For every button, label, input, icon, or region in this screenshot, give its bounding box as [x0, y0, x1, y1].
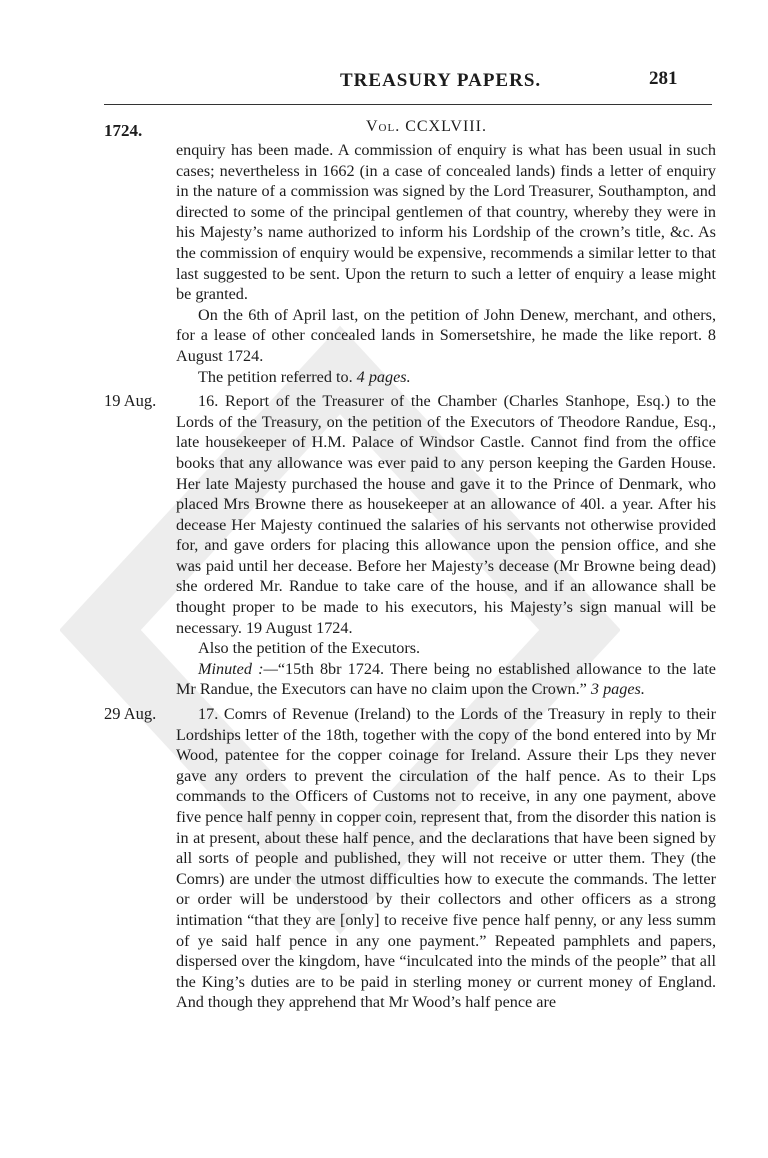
paragraph — [104, 305, 716, 367]
paragraph-text: 17. Comrs of Revenue (Ireland) to the Lords of the Treasury in reply to their Lordships letter of the 18th, together with the copy of the bond entered into by Mr Wood, patentee for the copper coinage for Ireland. Assure their Lps they never gave any orders to prevent the circulation of the half pence. As to their Lps commands to the Officers of Customs not to receive, in any one payment, above five pence half penny in copper coin, represent that, from the disorder this nation is in at present, about these half pence, and the declarations that have been signed by all sorts of people and published, they will not receive or utter them. They (the Comrs) are under the utmost difficulties how to execute the commands. The letter or order will be understood by their collectors and other officers as a strong intimation “that they are [only] to receive five pence half penny, or any less summ of ye said half pence in any one payment.” Repeated pamphlets and papers, dispersed over the kingdom, have “inculcated into the minds of the people” that all the King’s duties are to be paid in sterling money or current money of England. And though they apprehend that Mr Wood’s half pence are — [176, 705, 716, 1012]
header-rule — [104, 104, 712, 105]
paragraph — [104, 367, 716, 388]
paragraph — [104, 638, 716, 659]
minuted-label: Minuted :— — [198, 659, 278, 678]
page-count: 4 pages. — [356, 367, 411, 386]
paragraph-text: Also the petition of the Executors. — [198, 639, 421, 658]
year-label: 1724. — [104, 121, 143, 140]
minute-paragraph — [104, 659, 716, 700]
paragraph-text: The petition referred to. — [198, 367, 353, 386]
entry-16 — [104, 391, 716, 638]
page-count: 3 pages. — [590, 680, 645, 699]
running-head — [0, 70, 768, 98]
year-row — [0, 118, 768, 140]
paragraph-text: enquiry has been made. A commission of enquiry is what has been usual in such cases; nevertheless in 1662 (in a case of concealed lands) finds a letter of enquiry in the nature of a commission was signed by the Lord Treasurer, Southampton, and directed to some of the principal gentlemen of that country, whereby they were in his Majesty’s name authorized to inform his Lordship of the crown’s title, &c. As the commission of enquiry would be expensive, recommends a similar letter to that last suggested to be sent. Upon the return to such a letter of enquiry a lease might be granted. — [176, 141, 716, 304]
entry-date: 29 Aug. — [104, 704, 157, 724]
entry-17 — [104, 704, 716, 1013]
paragraph — [104, 140, 716, 305]
volume-label: Vol. CCXLVIII. — [366, 118, 487, 135]
page-number: 281 — [649, 68, 678, 89]
paragraph-text: 16. Report of the Treasurer of the Chamber (Charles Stanhope, Esq.) to the Lords of the Treasury, on the petition of the Executors of Theodore Randue, Esq., late housekeeper of H.M. Palace of Windsor Castle. Cannot find from the office books that any allowance was ever paid to any person keeping the Garden House. Her late Majesty purchased the house and gave it to the Prince of Denmark, who placed Mrs Browne there as housekeeper at an allowance of 40l. a year. After his decease Her Majesty continued the salaries of his servants not otherwise provided for, and gave orders for placing this allowance upon the pension office, and she was paid until her decease. Before her Majesty’s decease (Mr Browne being dead) she ordered Mr. Randue to take care of the house, and if an allowance shall be thought proper to be made to his executors, his Majesty’s sign manual will be necessary. 19 August 1724. — [176, 392, 716, 637]
paragraph-text: “15th 8br 1724. There being no established allowance to the late Mr Randue, the Executors can have no claim upon the Crown.” — [176, 659, 716, 699]
paragraph-text: On the 6th of April last, on the petition of John Denew, merchant, and others, for a lease of other concealed lands in Somersetshire, he made the like report. 8 August 1724. — [176, 305, 716, 365]
body-text — [104, 140, 716, 1013]
running-title: TREASURY PAPERS. — [340, 70, 542, 91]
entry-date: 19 Aug. — [104, 391, 157, 411]
